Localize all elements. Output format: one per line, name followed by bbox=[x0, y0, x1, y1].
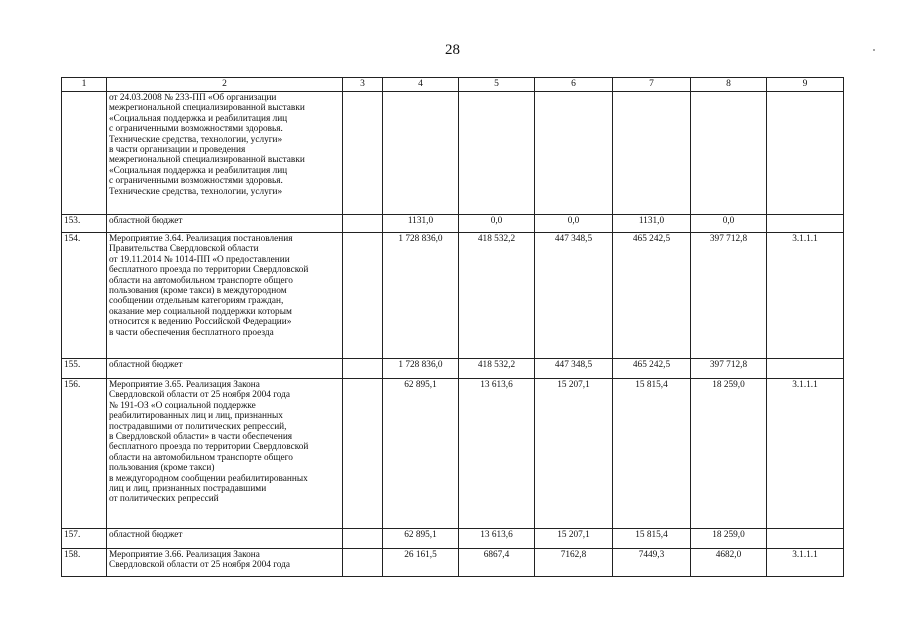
row-description: Мероприятие 3.64. Реализация постановления Правительства Свердловской области от 19.11.2014 № 1014-ПП «О предоставлении бесплатного проезда по территории Свердловской области на автомобильном транспорте общего пользования (кроме такси) в междугородном сообщении отдельным категориям граждан, оказание мер социальной поддержки которым относится к ведению Российской Федерации» в части обеспечения бесплатного проезда bbox=[107, 233, 343, 359]
cell-col3 bbox=[343, 233, 383, 359]
header-cell: 1 bbox=[62, 78, 107, 92]
cell-col5: 418 532,2 bbox=[459, 359, 535, 379]
row-number bbox=[62, 92, 107, 215]
cell-col9: 3.1.1.1 bbox=[767, 379, 844, 529]
row-description: областной бюджет bbox=[107, 215, 343, 233]
cell-col4: 1131,0 bbox=[383, 215, 459, 233]
cell-col9 bbox=[767, 359, 844, 379]
cell-col3 bbox=[343, 359, 383, 379]
cell-col6 bbox=[535, 92, 613, 215]
cell-col6: 447 348,5 bbox=[535, 359, 613, 379]
cell-col4: 1 728 836,0 bbox=[383, 359, 459, 379]
row-description: Мероприятие 3.66. Реализация Закона Свердловской области от 25 ноября 2004 года bbox=[107, 549, 343, 577]
cell-col6: 15 207,1 bbox=[535, 379, 613, 529]
row-description: от 24.03.2008 № 233-ПП «Об организации межрегиональной специализированной выставки «Социальная поддержка и реабилитация лиц с ограниченными возможностями здоровья. Технические средства, технологии, услуги» в части организации и проведения межрегиональной специализированной выставки «Социальная поддержка и реабилитация лиц с ограниченными возможностями здоровья. Технические средства, технологии, услуги» bbox=[107, 92, 343, 215]
header-cell: 9 bbox=[767, 78, 844, 92]
row-number: 158. bbox=[62, 549, 107, 577]
cell-col6: 447 348,5 bbox=[535, 233, 613, 359]
cell-col3 bbox=[343, 215, 383, 233]
cell-col7: 465 242,5 bbox=[613, 359, 691, 379]
cell-col7: 7449,3 bbox=[613, 549, 691, 577]
cell-col6: 15 207,1 bbox=[535, 529, 613, 549]
cell-col7: 15 815,4 bbox=[613, 529, 691, 549]
cell-col9 bbox=[767, 92, 844, 215]
row-number: 154. bbox=[62, 233, 107, 359]
header-cell: 4 bbox=[383, 78, 459, 92]
program-table bbox=[61, 77, 844, 577]
row-number: 157. bbox=[62, 529, 107, 549]
cell-col4: 26 161,5 bbox=[383, 549, 459, 577]
cell-col5: 13 613,6 bbox=[459, 379, 535, 529]
header-cell: 7 bbox=[613, 78, 691, 92]
cell-col7 bbox=[613, 92, 691, 215]
table-row bbox=[62, 549, 844, 577]
cell-col4 bbox=[383, 92, 459, 215]
row-description: Мероприятие 3.65. Реализация Закона Свердловской области от 25 ноября 2004 года № 191-ОЗ «О социальной поддержке реабилитированных лиц и лиц, признанных пострадавшими от политических репрессий, в Свердловской области» в части обеспечения бесплатного проезда по территории Свердловской области на автомобильном транспорте общего пользования (кроме такси) в междугородном сообщении реабилитированных лиц и лиц, признанных пострадавшими от политических репрессий bbox=[107, 379, 343, 529]
cell-col4: 62 895,1 bbox=[383, 379, 459, 529]
table-row bbox=[62, 379, 844, 529]
header-cell: 8 bbox=[691, 78, 767, 92]
cell-col9 bbox=[767, 529, 844, 549]
cell-col8: 0,0 bbox=[691, 215, 767, 233]
cell-col9: 3.1.1.1 bbox=[767, 233, 844, 359]
cell-col9: 3.1.1.1 bbox=[767, 549, 844, 577]
header-cell: 5 bbox=[459, 78, 535, 92]
cell-col5 bbox=[459, 92, 535, 215]
table-row bbox=[62, 529, 844, 549]
header-cell: 3 bbox=[343, 78, 383, 92]
table-row bbox=[62, 92, 844, 215]
cell-col5: 0,0 bbox=[459, 215, 535, 233]
cell-col8: 18 259,0 bbox=[691, 529, 767, 549]
cell-col9 bbox=[767, 215, 844, 233]
cell-col3 bbox=[343, 379, 383, 529]
row-description: областной бюджет bbox=[107, 529, 343, 549]
scan-speck bbox=[873, 49, 875, 51]
cell-col4: 1 728 836,0 bbox=[383, 233, 459, 359]
cell-col5: 418 532,2 bbox=[459, 233, 535, 359]
cell-col3 bbox=[343, 92, 383, 215]
cell-col8: 397 712,8 bbox=[691, 233, 767, 359]
cell-col8: 18 259,0 bbox=[691, 379, 767, 529]
cell-col8 bbox=[691, 92, 767, 215]
cell-col4: 62 895,1 bbox=[383, 529, 459, 549]
table-row bbox=[62, 233, 844, 359]
cell-col3 bbox=[343, 529, 383, 549]
cell-col7: 465 242,5 bbox=[613, 233, 691, 359]
row-description: областной бюджет bbox=[107, 359, 343, 379]
cell-col5: 6867,4 bbox=[459, 549, 535, 577]
cell-col8: 397 712,8 bbox=[691, 359, 767, 379]
cell-col8: 4682,0 bbox=[691, 549, 767, 577]
cell-col7: 15 815,4 bbox=[613, 379, 691, 529]
header-cell: 6 bbox=[535, 78, 613, 92]
row-number: 155. bbox=[62, 359, 107, 379]
row-number: 153. bbox=[62, 215, 107, 233]
cell-col3 bbox=[343, 549, 383, 577]
cell-col7: 1131,0 bbox=[613, 215, 691, 233]
cell-col6: 0,0 bbox=[535, 215, 613, 233]
page-number: 28 bbox=[445, 42, 460, 58]
row-number: 156. bbox=[62, 379, 107, 529]
header-row bbox=[62, 78, 844, 92]
table-row bbox=[62, 359, 844, 379]
cell-col6: 7162,8 bbox=[535, 549, 613, 577]
table-row bbox=[62, 215, 844, 233]
header-cell: 2 bbox=[107, 78, 343, 92]
cell-col5: 13 613,6 bbox=[459, 529, 535, 549]
